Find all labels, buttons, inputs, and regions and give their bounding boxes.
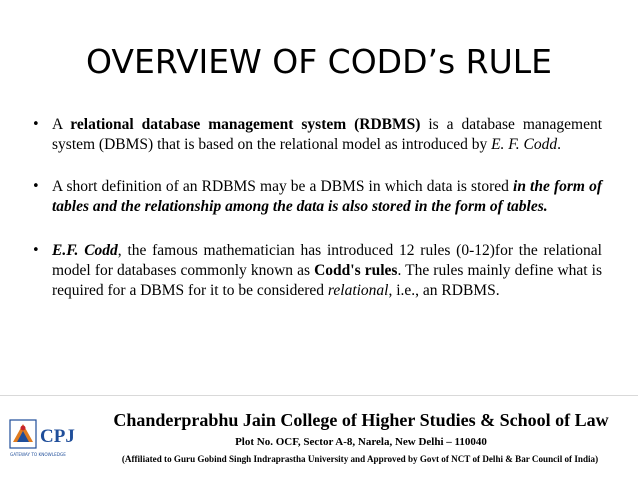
- bullet-icon: •: [32, 117, 40, 132]
- text: A short definition of an RDBMS may be a DBMS in which data is stored: [52, 178, 514, 195]
- college-address: Plot No. OCF, Sector A-8, Narela, New Delhi – 110040: [235, 436, 487, 448]
- text: , i.e., an RDBMS.: [388, 282, 500, 299]
- text: is a database management system (DBMS) that is based on the relational model as introduced by: [52, 116, 603, 153]
- college-affiliation: (Affiliated to Guru Gobind Singh Indraprastha University and Approved by Govt of NCT of Delhi & Bar Council of India): [121, 454, 599, 464]
- bold-italic-text: in the form of tables and the relationship among the data is also stored in the form of tables.: [52, 178, 602, 215]
- bullet-item-codd: [32, 241, 602, 301]
- bold-italic-text: E.F. Codd: [52, 242, 118, 259]
- bullet-item-definition: [32, 177, 602, 217]
- text: , the famous mathematician has introduced 12 rules (0-12)for the relational model for databases commonly known as: [52, 242, 602, 279]
- italic-text: relational: [327, 282, 389, 299]
- text: . The rules mainly define what is required for a DBMS for it to be considered: [52, 262, 602, 299]
- footer: [0, 396, 638, 478]
- college-name: Chanderprabhu Jain College of Higher Studies & School of Law: [113, 410, 609, 430]
- bold-text: relational database management system (RDBMS): [70, 116, 421, 133]
- text: .: [557, 136, 561, 153]
- text: A: [52, 116, 71, 133]
- bullet-icon: •: [32, 243, 40, 258]
- college-logo-icon: [8, 412, 86, 458]
- slide-title: OVERVIEW OF CODD’s RULE: [86, 42, 552, 81]
- italic-text: E. F. Codd: [491, 136, 558, 153]
- bold-text: Codd's rules: [314, 262, 398, 279]
- bullet-icon: •: [32, 179, 40, 194]
- logo-tagline: GATEWAY TO KNOWLEDGE: [10, 452, 66, 457]
- logo-wordmark: CPJ: [40, 426, 75, 447]
- bullet-list: [32, 115, 602, 301]
- bullet-item-rdbms: [32, 115, 602, 155]
